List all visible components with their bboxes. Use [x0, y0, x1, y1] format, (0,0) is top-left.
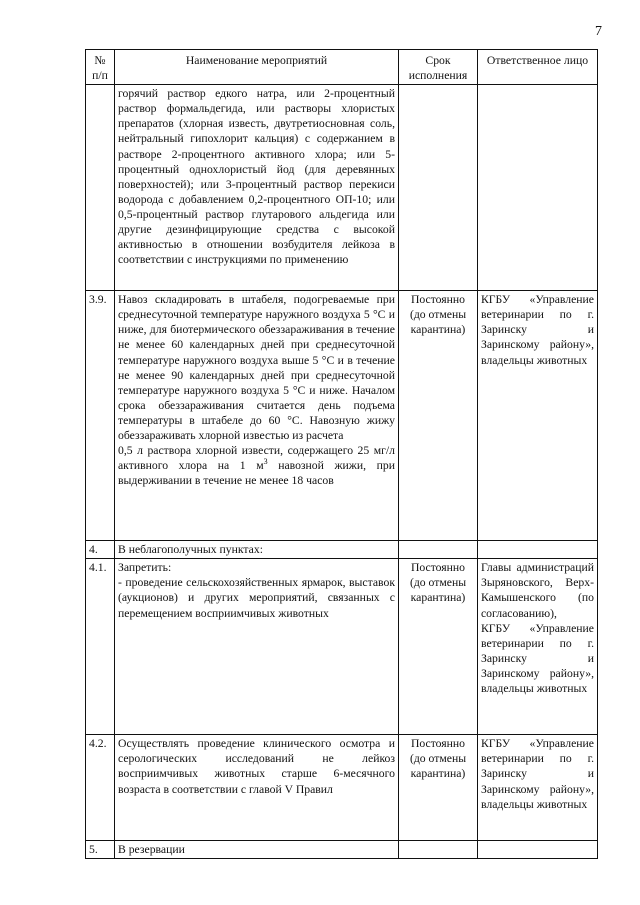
- row-measure: В неблагополучных пунктах:: [115, 541, 399, 559]
- row-number: 4.2.: [86, 735, 115, 841]
- table-row: [86, 541, 598, 559]
- measures-table: [85, 49, 598, 859]
- row-measure-extra: [118, 443, 395, 488]
- row-measure: [115, 559, 399, 735]
- row-number: 4.1.: [86, 559, 115, 735]
- row-responsible: [478, 541, 598, 559]
- row-number: [86, 85, 115, 291]
- row-term: Постоянно (до отмены карантина): [399, 735, 478, 841]
- table-header-row: [86, 50, 598, 85]
- row-responsible: КГБУ «Управление ветеринарии по г. Заринску и Заринскому району», владельцы животных: [478, 291, 598, 541]
- table-row: [86, 735, 598, 841]
- row-measure: [115, 291, 399, 541]
- row-term: Постоянно (до отмены карантина): [399, 291, 478, 541]
- table-row: [86, 85, 598, 291]
- row-measure: горячий раствор едкого натра, или 2-процентный раствор формальдегида, или растворы хлористых препаратов (хлорная известь, двутретиосновная соль, нейтральный гипохлорит кальция) с содержанием в растворе 2-процентного активного хлора; или 5-процентный однохлористый йод (для деревянных поверхностей); или 3-процентный раствор перекиси водорода с добавлением 0,2-процентного ОП-10; или 0,5-процентный раствор глутарового альдегида или другие дезинфицирующие средства с высокой активностью в отношении возбудителя лейкоза в соответствии с инструкциями по применению: [115, 85, 399, 291]
- row-responsible: КГБУ «Управление ветеринарии по г. Заринску и Заринскому району», владельцы животных: [478, 735, 598, 841]
- cubic-superscript: 3: [263, 457, 268, 467]
- table-row: [86, 291, 598, 541]
- row-term: [399, 85, 478, 291]
- row-responsible-text: КГБУ «Управление ветеринарии по г. Заринску и Заринскому району», владельцы животных: [481, 621, 594, 696]
- row-measure-extra-b: навозной жижи, при выдерживании в течение не менее 18 часов: [118, 459, 395, 488]
- row-responsible: [478, 559, 598, 735]
- row-measure-text: - проведение сельскохозяйственных ярмарок, выставок (аукционов) и других мероприятий, связанных с перемещением восприимчивых животных: [118, 576, 395, 620]
- row-number: 4.: [86, 541, 115, 559]
- row-responsible: [478, 841, 598, 859]
- row-number: 3.9.: [86, 291, 115, 541]
- row-measure-title: Запретить:: [118, 561, 172, 575]
- row-measure-text: Навоз складировать в штабеля, подогреваемые при среднесуточной температуре наружного воздуха 5 °С и ниже, для биотермического обеззараживания в течение не менее 60 календарных дней при среднесуточной температуре наружного воздуха выше 5 °С и в течение не менее 90 календарных дней при среднесуточной температуре наружного воздуха 5 °С и ниже. Началом срока обеззараживания считается день подъема температуры в штабеле до 60 °С. Навозную жижу обеззараживать хлорной известью из расчета: [118, 293, 395, 443]
- row-term: Постоянно (до отмены карантина): [399, 559, 478, 735]
- header-number: № п/п: [86, 50, 115, 85]
- table-row: [86, 841, 598, 859]
- header-term: Срок исполнения: [399, 50, 478, 85]
- row-term: [399, 841, 478, 859]
- row-measure: В резервации: [115, 841, 399, 859]
- header-responsible: Ответственное лицо: [478, 50, 598, 85]
- table-row: [86, 559, 598, 735]
- row-measure-extra-a: 0,5 л раствора хлорной извести, содержащего 25 мг/л активного хлора на 1 м: [118, 444, 395, 473]
- page-number: 7: [595, 24, 602, 39]
- row-term: [399, 541, 478, 559]
- row-responsible: [478, 85, 598, 291]
- row-measure: Осуществлять проведение клинического осмотра и серологических исследований не лейкоз восприимчивых животных старше 6-месячного возраста в соответствии с главой V Правил: [115, 735, 399, 841]
- row-responsible-heads: Главы администраций Зыряновского, Верх-Камышенского (по согласованию),: [481, 561, 594, 620]
- header-measures: Наименование мероприятий: [115, 50, 399, 85]
- row-number: 5.: [86, 841, 115, 859]
